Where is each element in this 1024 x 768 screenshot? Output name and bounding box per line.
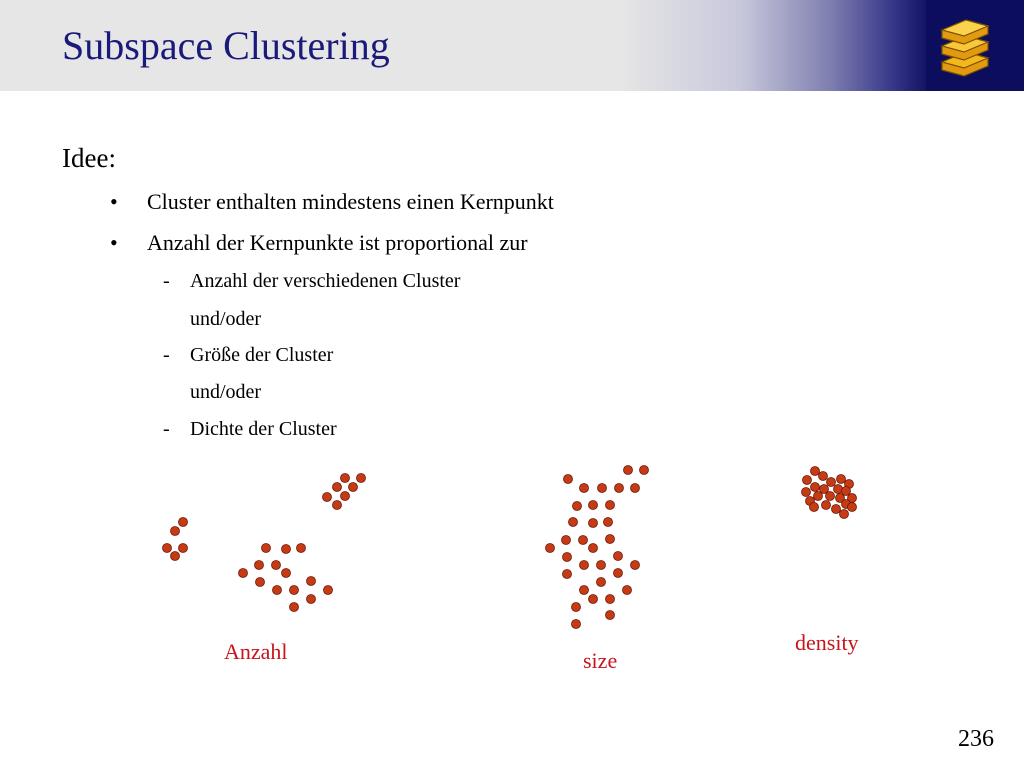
cluster-point [631, 561, 640, 570]
cluster-point [323, 493, 332, 502]
sub-dash: - [163, 418, 170, 440]
cluster-point [606, 595, 615, 604]
cluster-point [589, 544, 598, 553]
cluster-point [171, 527, 180, 536]
cluster-point [837, 475, 846, 484]
cluster-point [811, 467, 820, 476]
label-anzahl: Anzahl [224, 639, 288, 664]
size-cluster [546, 466, 649, 629]
cluster-point [297, 544, 306, 553]
cluster-point [569, 518, 578, 527]
cluster-point [290, 586, 299, 595]
cluster-point [563, 570, 572, 579]
cluster-point [597, 578, 606, 587]
cluster-point [179, 518, 188, 527]
cluster-point [814, 492, 823, 501]
anzahl-clusters [163, 474, 366, 612]
cluster-point [562, 536, 571, 545]
cluster-point [282, 545, 291, 554]
cluster-point [606, 611, 615, 620]
cluster-point [827, 478, 836, 487]
cluster-point [357, 474, 366, 483]
connector-und-oder: und/oder [190, 308, 262, 330]
cluster-point [640, 466, 649, 475]
cluster-point [606, 501, 615, 510]
bullet-dot: • [110, 189, 118, 214]
label-size: size [583, 648, 618, 673]
bullet-text: Anzahl der Kernpunkte ist proportional zur [147, 230, 528, 255]
cluster-point [614, 569, 623, 578]
cluster-point [811, 483, 820, 492]
cluster-point [631, 484, 640, 493]
cluster-point [840, 510, 849, 519]
cluster-point [589, 519, 598, 528]
page-number: 236 [958, 726, 994, 752]
cluster-point [333, 501, 342, 510]
cluster-point [282, 569, 291, 578]
cluster-point [604, 518, 613, 527]
cluster-point [163, 544, 172, 553]
cluster-point [262, 544, 271, 553]
cluster-point [597, 561, 606, 570]
cluster-point [623, 586, 632, 595]
cluster-point [826, 492, 835, 501]
idea-heading: Idee: [62, 143, 116, 173]
cluster-point [579, 536, 588, 545]
cluster-point [848, 503, 857, 512]
cluster-point [802, 488, 811, 497]
cluster-point [272, 561, 281, 570]
cluster-point [341, 492, 350, 501]
bullet-dot: • [110, 230, 118, 255]
cluster-point [256, 578, 265, 587]
cluster-point [822, 501, 831, 510]
cluster-point [598, 484, 607, 493]
sub-item-text: Anzahl der verschiedenen Cluster [190, 270, 461, 292]
cluster-point [546, 544, 555, 553]
cluster-point [573, 502, 582, 511]
cluster-point [589, 595, 598, 604]
cluster-point [834, 485, 843, 494]
cluster-point [624, 466, 633, 475]
sub-item-text: Größe der Cluster [190, 344, 334, 366]
cluster-point [171, 552, 180, 561]
cluster-point [333, 483, 342, 492]
cluster-point [307, 595, 316, 604]
cluster-point [803, 476, 812, 485]
bullet-text: Cluster enthalten mindestens einen Kernpunkt [147, 189, 554, 214]
cluster-point [819, 472, 828, 481]
cluster-point [614, 552, 623, 561]
cluster-point [606, 535, 615, 544]
cluster-point [589, 501, 598, 510]
cluster-point [349, 483, 358, 492]
cluster-point [290, 603, 299, 612]
cluster-point [580, 561, 589, 570]
cluster-point [239, 569, 248, 578]
sub-dash: - [163, 344, 170, 366]
cluster-point [580, 484, 589, 493]
cluster-point [580, 586, 589, 595]
sub-dash: - [163, 270, 170, 292]
cluster-point [324, 586, 333, 595]
cluster-point [273, 586, 282, 595]
cluster-point [563, 553, 572, 562]
sub-item-text: Dichte der Cluster [190, 418, 337, 440]
cluster-point [307, 577, 316, 586]
slide-title: Subspace Clustering [62, 23, 390, 68]
label-density: density [795, 630, 859, 655]
connector-und-oder: und/oder [190, 381, 262, 403]
cluster-point [564, 475, 573, 484]
cluster-point [341, 474, 350, 483]
cluster-point [810, 503, 819, 512]
cluster-point [572, 603, 581, 612]
cluster-point [572, 620, 581, 629]
cluster-point [255, 561, 264, 570]
cluster-point [832, 505, 841, 514]
density-cluster [802, 467, 857, 519]
cluster-point [179, 544, 188, 553]
cluster-point [615, 484, 624, 493]
